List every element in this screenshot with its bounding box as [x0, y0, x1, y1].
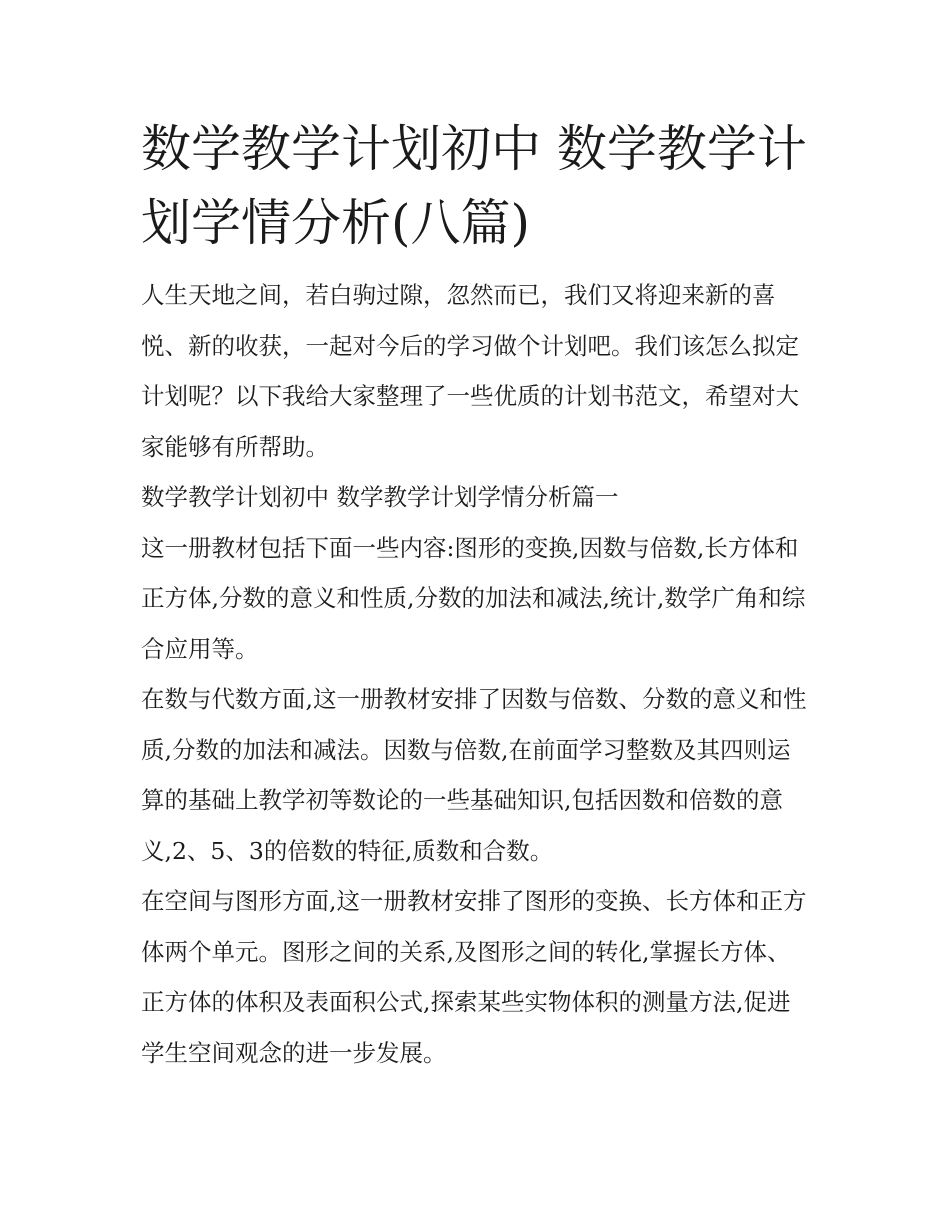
paragraph-contents: 这一册教材包括下面一些内容:图形的变换,因数与倍数,长方体和正方体,分数的意义和性质,分数的加法和减法,统计,数学广角和综合应用等。: [141, 533, 806, 663]
paragraph-space-geometry: 在空间与图形方面,这一册教材安排了图形的变换、长方体和正方体两个单元。图形之间的关系,及图形之间的转化,掌握长方体、正方体的体积及表面积公式,探索某些实物体积的测量方法,促进学生空间观念的进一步发展。: [141, 887, 807, 1067]
document-page: [141, 112, 813, 1078]
document-title: 数学教学计划初中 数学教学计划学情分析(八篇): [141, 120, 807, 252]
paragraph-number-algebra: 在数与代数方面,这一册教材安排了因数与倍数、分数的意义和性质,分数的加法和减法。因数与倍数,在前面学习整数及其四则运算的基础上教学初等数论的一些基础知识,包括因数和倍数的意义,2、5、3的倍数的特征,质数和合数。: [141, 685, 807, 865]
section-heading: 数学教学计划初中 数学教学计划学情分析篇一: [141, 483, 619, 511]
paragraph-intro: 人生天地之间，若白驹过隙，忽然而已，我们又将迎来新的喜悦、新的收获，一起对今后的学习做个计划吧。我们该怎么拟定计划呢？以下我给大家整理了一些优质的计划书范文，希望对大家能够有所帮助。: [141, 281, 799, 461]
